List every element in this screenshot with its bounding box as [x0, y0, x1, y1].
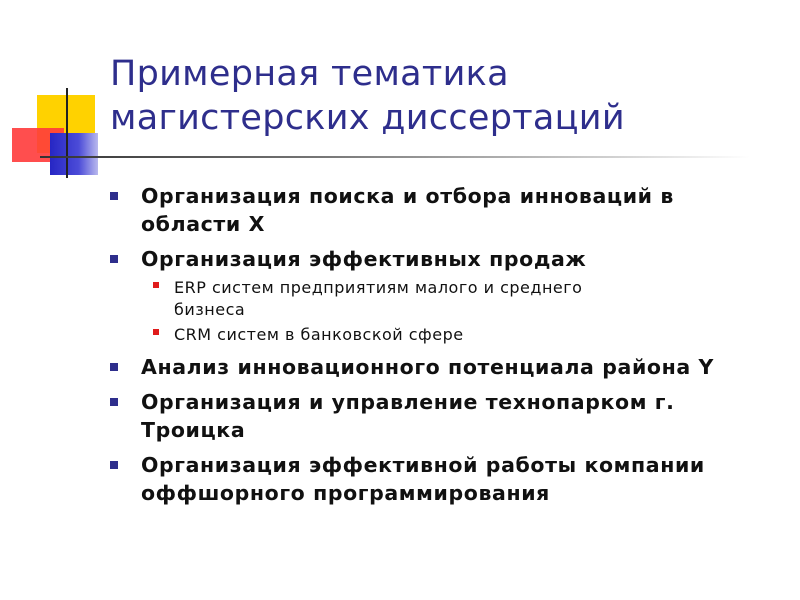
bullet-list — [110, 182, 770, 514]
decor-blue-square — [50, 133, 98, 175]
title-underline — [40, 156, 750, 158]
square-bullet-icon — [110, 255, 118, 263]
square-bullet-icon — [110, 363, 118, 371]
sub-bullet-list — [141, 277, 770, 346]
square-bullet-icon — [110, 398, 118, 406]
bullet-text: области X — [141, 212, 265, 236]
bullet-item — [110, 388, 770, 444]
slide-title-line-1: Примерная тематика — [110, 54, 509, 94]
sub-bullet-text: бизнеса — [174, 300, 246, 319]
bullet-item — [110, 182, 770, 238]
sub-bullet-item — [141, 277, 770, 321]
bullet-text: оффшорного программирования — [141, 481, 550, 505]
slide-title — [110, 52, 770, 140]
bullet-text: Организация эффективной работы компании — [141, 453, 705, 477]
bullet-text: Организация поиска и отбора инноваций в — [141, 184, 674, 208]
bullet-item — [110, 353, 770, 381]
bullet-text: Организация эффективных продаж — [141, 247, 587, 271]
square-bullet-icon — [153, 282, 159, 288]
bullet-text: Организация и управление технопарком г. — [141, 390, 675, 414]
bullet-item — [110, 451, 770, 507]
bullet-text: Анализ инновационного потенциала района Y — [141, 355, 714, 379]
bullet-text: Троицка — [141, 418, 246, 442]
sub-bullet-item — [141, 324, 770, 346]
square-bullet-icon — [153, 329, 159, 335]
bullet-item — [110, 245, 770, 346]
slide-title-line-2: магистерских диссертаций — [110, 98, 625, 138]
square-bullet-icon — [110, 192, 118, 200]
sub-bullet-text: CRM систем в банковской сфере — [174, 325, 464, 344]
sub-bullet-text: ERP систем предприятиям малого и среднего — [174, 278, 583, 297]
square-bullet-icon — [110, 461, 118, 469]
decor-vertical-line — [66, 88, 68, 178]
